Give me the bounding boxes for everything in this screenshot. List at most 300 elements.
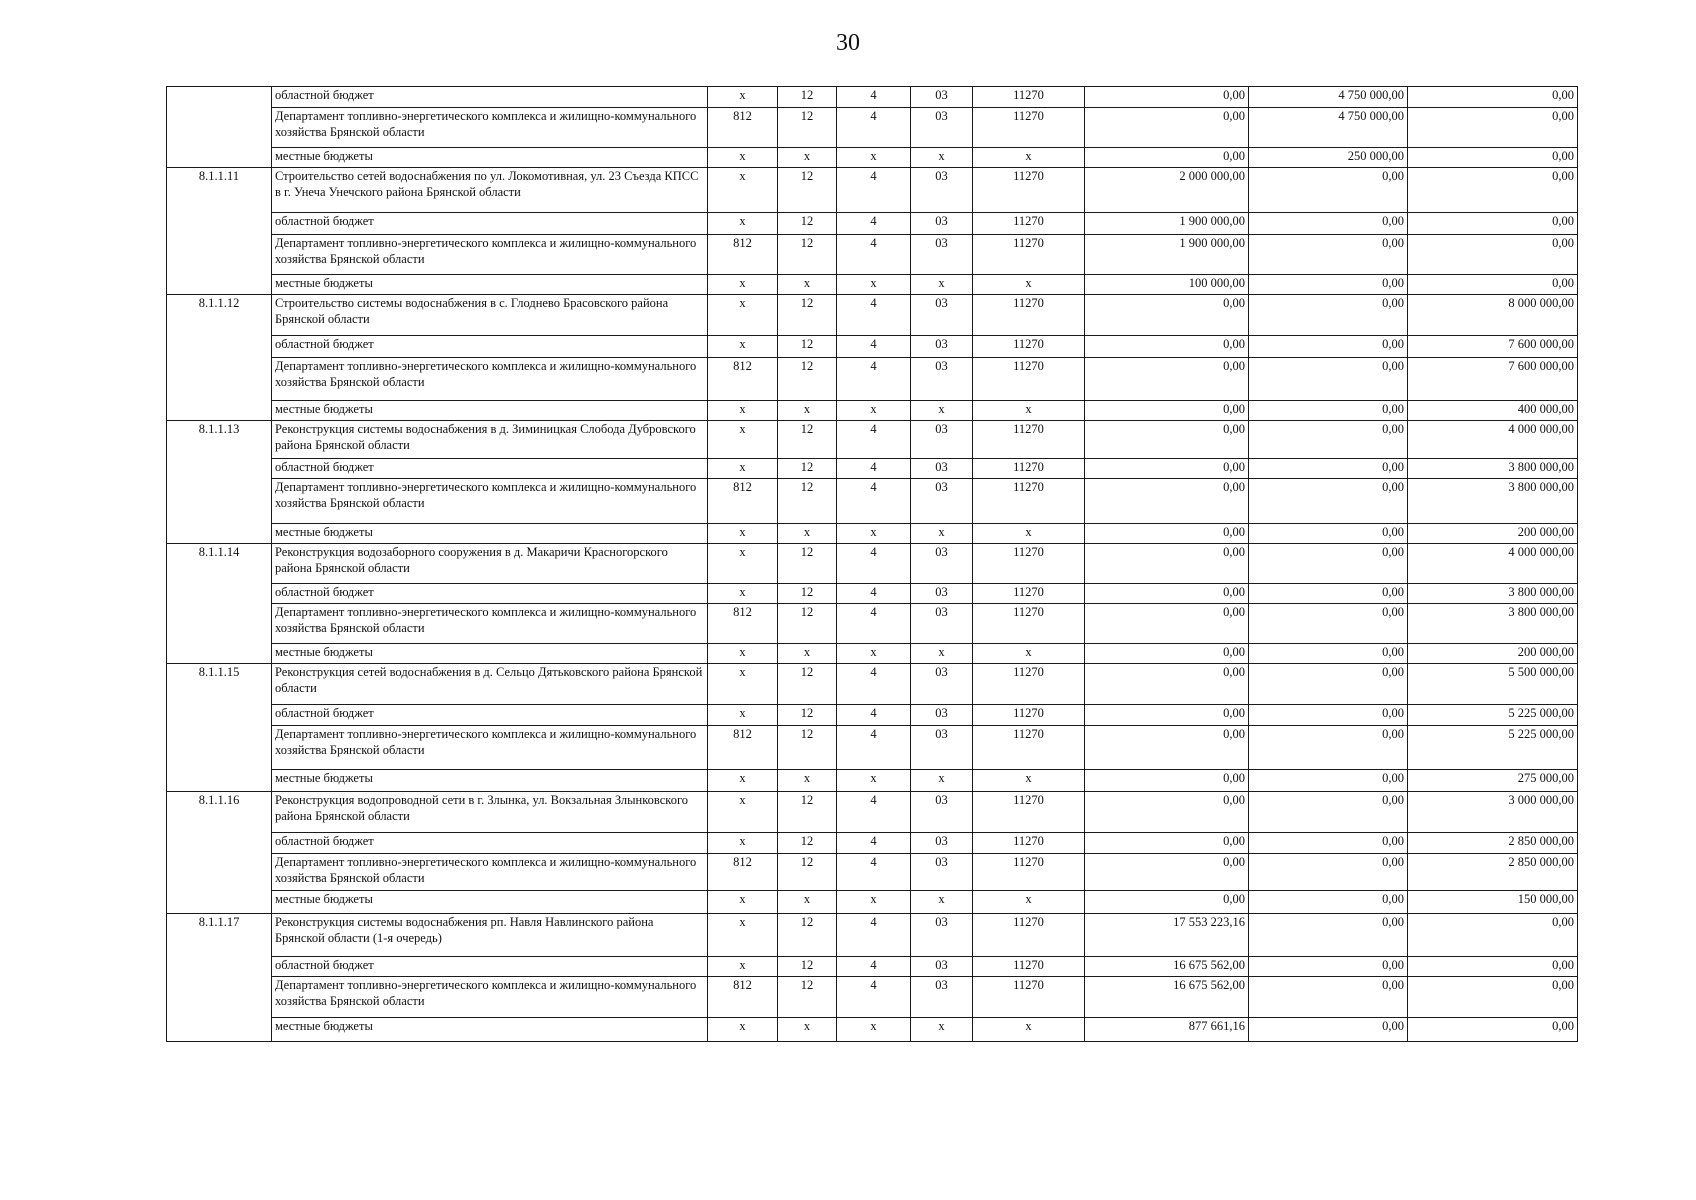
section-cell: x bbox=[778, 148, 837, 168]
amount-year-1: 0,00 bbox=[1085, 664, 1249, 705]
measure-code: 8.1.1.17 bbox=[167, 914, 272, 1042]
target-item-cell: 03 bbox=[911, 792, 973, 833]
gov-code-cell: x bbox=[708, 524, 778, 544]
target-code-cell: 11270 bbox=[973, 108, 1085, 148]
measure-name: Департамент топливно-энергетического комплекса и жилищно-коммунального хозяйства Брянской области bbox=[272, 604, 708, 644]
measure-name: Реконструкция водопроводной сети в г. Злынка, ул. Вокзальная Злынковского района Брянской области bbox=[272, 792, 708, 833]
amount-year-2: 0,00 bbox=[1249, 295, 1408, 336]
amount-year-2: 0,00 bbox=[1249, 604, 1408, 644]
measure-name: областной бюджет bbox=[272, 833, 708, 854]
amount-year-2: 0,00 bbox=[1249, 421, 1408, 459]
subsection-cell: 4 bbox=[837, 544, 911, 584]
table-row bbox=[167, 168, 1578, 213]
amount-year-3: 275 000,00 bbox=[1408, 770, 1578, 792]
amount-year-1: 0,00 bbox=[1085, 544, 1249, 584]
target-item-cell: 03 bbox=[911, 914, 973, 957]
measure-name: областной бюджет bbox=[272, 705, 708, 726]
target-code-cell: x bbox=[973, 275, 1085, 295]
amount-year-3: 2 850 000,00 bbox=[1408, 854, 1578, 891]
amount-year-1: 0,00 bbox=[1085, 792, 1249, 833]
section-cell: 12 bbox=[778, 168, 837, 213]
amount-year-3: 7 600 000,00 bbox=[1408, 336, 1578, 358]
subsection-cell: x bbox=[837, 275, 911, 295]
amount-year-2: 0,00 bbox=[1249, 479, 1408, 524]
amount-year-1: 0,00 bbox=[1085, 459, 1249, 479]
target-code-cell: 11270 bbox=[973, 421, 1085, 459]
measure-code: 8.1.1.14 bbox=[167, 544, 272, 664]
gov-code-cell: x bbox=[708, 914, 778, 957]
target-item-cell: 03 bbox=[911, 584, 973, 604]
target-code-cell: 11270 bbox=[973, 479, 1085, 524]
measure-name: Строительство сетей водоснабжения по ул. Локомотивная, ул. 23 Съезда КПСС в г. Унеча Унечского района Брянской области bbox=[272, 168, 708, 213]
amount-year-2: 4 750 000,00 bbox=[1249, 108, 1408, 148]
amount-year-3: 3 800 000,00 bbox=[1408, 604, 1578, 644]
measure-name: местные бюджеты bbox=[272, 275, 708, 295]
target-item-cell: 03 bbox=[911, 108, 973, 148]
table-row bbox=[167, 914, 1578, 957]
measure-name: местные бюджеты bbox=[272, 891, 708, 914]
subsection-cell: 4 bbox=[837, 295, 911, 336]
amount-year-3: 200 000,00 bbox=[1408, 524, 1578, 544]
target-code-cell: 11270 bbox=[973, 705, 1085, 726]
subsection-cell: 4 bbox=[837, 235, 911, 275]
target-code-cell: 11270 bbox=[973, 213, 1085, 235]
gov-code-cell: 812 bbox=[708, 604, 778, 644]
table-row bbox=[167, 213, 1578, 235]
subsection-cell: 4 bbox=[837, 664, 911, 705]
amount-year-2: 0,00 bbox=[1249, 833, 1408, 854]
section-cell: 12 bbox=[778, 213, 837, 235]
subsection-cell: 4 bbox=[837, 421, 911, 459]
subsection-cell: 4 bbox=[837, 358, 911, 401]
section-cell: 12 bbox=[778, 295, 837, 336]
target-item-cell: 03 bbox=[911, 977, 973, 1018]
subsection-cell: 4 bbox=[837, 792, 911, 833]
amount-year-3: 5 225 000,00 bbox=[1408, 705, 1578, 726]
section-cell: 12 bbox=[778, 108, 837, 148]
amount-year-1: 0,00 bbox=[1085, 770, 1249, 792]
measure-name: местные бюджеты bbox=[272, 1018, 708, 1042]
amount-year-3: 0,00 bbox=[1408, 168, 1578, 213]
target-item-cell: 03 bbox=[911, 358, 973, 401]
amount-year-1: 16 675 562,00 bbox=[1085, 977, 1249, 1018]
amount-year-1: 0,00 bbox=[1085, 644, 1249, 664]
amount-year-3: 8 000 000,00 bbox=[1408, 295, 1578, 336]
amount-year-1: 877 661,16 bbox=[1085, 1018, 1249, 1042]
amount-year-2: 0,00 bbox=[1249, 1018, 1408, 1042]
amount-year-1: 0,00 bbox=[1085, 524, 1249, 544]
amount-year-1: 17 553 223,16 bbox=[1085, 914, 1249, 957]
table-row bbox=[167, 604, 1578, 644]
amount-year-1: 0,00 bbox=[1085, 726, 1249, 770]
table-row bbox=[167, 891, 1578, 914]
section-cell: 12 bbox=[778, 336, 837, 358]
amount-year-3: 0,00 bbox=[1408, 87, 1578, 108]
target-item-cell: 03 bbox=[911, 833, 973, 854]
amount-year-2: 0,00 bbox=[1249, 770, 1408, 792]
target-item-cell: x bbox=[911, 148, 973, 168]
measure-name: областной бюджет bbox=[272, 336, 708, 358]
section-cell: 12 bbox=[778, 914, 837, 957]
target-item-cell: 03 bbox=[911, 854, 973, 891]
amount-year-3: 4 000 000,00 bbox=[1408, 544, 1578, 584]
amount-year-1: 0,00 bbox=[1085, 108, 1249, 148]
section-cell: x bbox=[778, 1018, 837, 1042]
amount-year-1: 0,00 bbox=[1085, 358, 1249, 401]
table-row bbox=[167, 108, 1578, 148]
gov-code-cell: 812 bbox=[708, 854, 778, 891]
target-code-cell: 11270 bbox=[973, 168, 1085, 213]
amount-year-3: 3 800 000,00 bbox=[1408, 479, 1578, 524]
measure-name: Реконструкция системы водоснабжения рп. Навля Навлинского района Брянской области (1-я очередь) bbox=[272, 914, 708, 957]
amount-year-3: 0,00 bbox=[1408, 148, 1578, 168]
amount-year-1: 0,00 bbox=[1085, 891, 1249, 914]
subsection-cell: x bbox=[837, 401, 911, 421]
target-code-cell: x bbox=[973, 148, 1085, 168]
amount-year-2: 0,00 bbox=[1249, 914, 1408, 957]
measure-code: 8.1.1.12 bbox=[167, 295, 272, 421]
subsection-cell: x bbox=[837, 644, 911, 664]
amount-year-3: 0,00 bbox=[1408, 275, 1578, 295]
amount-year-1: 0,00 bbox=[1085, 584, 1249, 604]
amount-year-2: 0,00 bbox=[1249, 726, 1408, 770]
section-cell: 12 bbox=[778, 854, 837, 891]
gov-code-cell: 812 bbox=[708, 977, 778, 1018]
gov-code-cell: x bbox=[708, 792, 778, 833]
table-row bbox=[167, 544, 1578, 584]
target-code-cell: x bbox=[973, 1018, 1085, 1042]
amount-year-1: 0,00 bbox=[1085, 479, 1249, 524]
amount-year-3: 0,00 bbox=[1408, 957, 1578, 977]
target-code-cell: 11270 bbox=[973, 336, 1085, 358]
amount-year-3: 2 850 000,00 bbox=[1408, 833, 1578, 854]
table-row bbox=[167, 977, 1578, 1018]
subsection-cell: 4 bbox=[837, 87, 911, 108]
table-row bbox=[167, 401, 1578, 421]
section-cell: 12 bbox=[778, 235, 837, 275]
target-code-cell: x bbox=[973, 770, 1085, 792]
table-row bbox=[167, 87, 1578, 108]
target-item-cell: 03 bbox=[911, 479, 973, 524]
gov-code-cell: 812 bbox=[708, 358, 778, 401]
table-row bbox=[167, 664, 1578, 705]
section-cell: 12 bbox=[778, 421, 837, 459]
table-row bbox=[167, 295, 1578, 336]
measure-name: Строительство системы водоснабжения в с. Глоднево Брасовского района Брянской области bbox=[272, 295, 708, 336]
target-code-cell: x bbox=[973, 524, 1085, 544]
target-item-cell: x bbox=[911, 275, 973, 295]
amount-year-1: 0,00 bbox=[1085, 87, 1249, 108]
table-row bbox=[167, 1018, 1578, 1042]
gov-code-cell: x bbox=[708, 544, 778, 584]
subsection-cell: 4 bbox=[837, 833, 911, 854]
gov-code-cell: x bbox=[708, 1018, 778, 1042]
subsection-cell: 4 bbox=[837, 479, 911, 524]
measure-name: областной бюджет bbox=[272, 459, 708, 479]
measure-name: Реконструкция сетей водоснабжения в д. Сельцо Дятьковского района Брянской области bbox=[272, 664, 708, 705]
subsection-cell: 4 bbox=[837, 168, 911, 213]
measure-name: Департамент топливно-энергетического комплекса и жилищно-коммунального хозяйства Брянской области bbox=[272, 235, 708, 275]
measure-code: 8.1.1.16 bbox=[167, 792, 272, 914]
table-row bbox=[167, 792, 1578, 833]
gov-code-cell: x bbox=[708, 664, 778, 705]
gov-code-cell: x bbox=[708, 459, 778, 479]
section-cell: x bbox=[778, 891, 837, 914]
section-cell: x bbox=[778, 275, 837, 295]
measure-name: местные бюджеты bbox=[272, 148, 708, 168]
amount-year-1: 0,00 bbox=[1085, 336, 1249, 358]
target-item-cell: 03 bbox=[911, 235, 973, 275]
table-row bbox=[167, 336, 1578, 358]
table-row bbox=[167, 235, 1578, 275]
target-code-cell: 11270 bbox=[973, 792, 1085, 833]
target-item-cell: 03 bbox=[911, 604, 973, 644]
target-code-cell: 11270 bbox=[973, 87, 1085, 108]
amount-year-1: 0,00 bbox=[1085, 604, 1249, 644]
subsection-cell: x bbox=[837, 770, 911, 792]
section-cell: 12 bbox=[778, 604, 837, 644]
target-item-cell: x bbox=[911, 891, 973, 914]
section-cell: 12 bbox=[778, 479, 837, 524]
target-item-cell: 03 bbox=[911, 705, 973, 726]
target-code-cell: 11270 bbox=[973, 295, 1085, 336]
target-code-cell: 11270 bbox=[973, 235, 1085, 275]
table-row bbox=[167, 854, 1578, 891]
amount-year-1: 2 000 000,00 bbox=[1085, 168, 1249, 213]
amount-year-1: 0,00 bbox=[1085, 295, 1249, 336]
measure-code: 8.1.1.15 bbox=[167, 664, 272, 792]
target-item-cell: x bbox=[911, 524, 973, 544]
table-row bbox=[167, 358, 1578, 401]
measure-name: Департамент топливно-энергетического комплекса и жилищно-коммунального хозяйства Брянской области bbox=[272, 479, 708, 524]
amount-year-1: 16 675 562,00 bbox=[1085, 957, 1249, 977]
table-row bbox=[167, 479, 1578, 524]
subsection-cell: 4 bbox=[837, 604, 911, 644]
amount-year-2: 0,00 bbox=[1249, 644, 1408, 664]
target-item-cell: 03 bbox=[911, 726, 973, 770]
gov-code-cell: x bbox=[708, 957, 778, 977]
budget-table-body bbox=[167, 87, 1578, 1042]
table-row bbox=[167, 275, 1578, 295]
amount-year-2: 0,00 bbox=[1249, 168, 1408, 213]
amount-year-2: 0,00 bbox=[1249, 705, 1408, 726]
amount-year-2: 4 750 000,00 bbox=[1249, 87, 1408, 108]
subsection-cell: 4 bbox=[837, 108, 911, 148]
subsection-cell: x bbox=[837, 1018, 911, 1042]
target-code-cell: x bbox=[973, 891, 1085, 914]
subsection-cell: x bbox=[837, 524, 911, 544]
table-row bbox=[167, 770, 1578, 792]
target-item-cell: x bbox=[911, 1018, 973, 1042]
target-item-cell: x bbox=[911, 770, 973, 792]
target-item-cell: 03 bbox=[911, 421, 973, 459]
gov-code-cell: x bbox=[708, 705, 778, 726]
amount-year-2: 0,00 bbox=[1249, 401, 1408, 421]
gov-code-cell: 812 bbox=[708, 479, 778, 524]
section-cell: x bbox=[778, 401, 837, 421]
amount-year-1: 1 900 000,00 bbox=[1085, 235, 1249, 275]
gov-code-cell: 812 bbox=[708, 726, 778, 770]
table-row bbox=[167, 957, 1578, 977]
page-number: 30 bbox=[836, 30, 860, 56]
measure-name: Департамент топливно-энергетического комплекса и жилищно-коммунального хозяйства Брянской области bbox=[272, 108, 708, 148]
target-code-cell: 11270 bbox=[973, 957, 1085, 977]
amount-year-3: 3 800 000,00 bbox=[1408, 459, 1578, 479]
target-code-cell: 11270 bbox=[973, 604, 1085, 644]
section-cell: 12 bbox=[778, 977, 837, 1018]
amount-year-1: 0,00 bbox=[1085, 148, 1249, 168]
subsection-cell: 4 bbox=[837, 584, 911, 604]
target-item-cell: 03 bbox=[911, 336, 973, 358]
table-row bbox=[167, 421, 1578, 459]
table-row bbox=[167, 584, 1578, 604]
amount-year-3: 400 000,00 bbox=[1408, 401, 1578, 421]
section-cell: 12 bbox=[778, 87, 837, 108]
amount-year-2: 0,00 bbox=[1249, 544, 1408, 584]
amount-year-2: 0,00 bbox=[1249, 854, 1408, 891]
amount-year-1: 1 900 000,00 bbox=[1085, 213, 1249, 235]
amount-year-3: 200 000,00 bbox=[1408, 644, 1578, 664]
section-cell: x bbox=[778, 770, 837, 792]
amount-year-2: 0,00 bbox=[1249, 664, 1408, 705]
subsection-cell: 4 bbox=[837, 213, 911, 235]
gov-code-cell: x bbox=[708, 275, 778, 295]
target-item-cell: 03 bbox=[911, 957, 973, 977]
subsection-cell: 4 bbox=[837, 726, 911, 770]
measure-name: Департамент топливно-энергетического комплекса и жилищно-коммунального хозяйства Брянской области bbox=[272, 977, 708, 1018]
measure-name: областной бюджет bbox=[272, 213, 708, 235]
subsection-cell: x bbox=[837, 891, 911, 914]
target-code-cell: 11270 bbox=[973, 544, 1085, 584]
gov-code-cell: x bbox=[708, 336, 778, 358]
target-code-cell: 11270 bbox=[973, 584, 1085, 604]
amount-year-1: 0,00 bbox=[1085, 854, 1249, 891]
target-item-cell: 03 bbox=[911, 459, 973, 479]
target-code-cell: 11270 bbox=[973, 664, 1085, 705]
measure-code: 8.1.1.11 bbox=[167, 168, 272, 295]
table-row bbox=[167, 833, 1578, 854]
gov-code-cell: x bbox=[708, 401, 778, 421]
amount-year-2: 0,00 bbox=[1249, 891, 1408, 914]
amount-year-3: 0,00 bbox=[1408, 1018, 1578, 1042]
measure-name: областной бюджет bbox=[272, 957, 708, 977]
amount-year-2: 0,00 bbox=[1249, 213, 1408, 235]
gov-code-cell: x bbox=[708, 644, 778, 664]
target-item-cell: 03 bbox=[911, 664, 973, 705]
gov-code-cell: 812 bbox=[708, 108, 778, 148]
amount-year-1: 0,00 bbox=[1085, 401, 1249, 421]
subsection-cell: 4 bbox=[837, 854, 911, 891]
section-cell: x bbox=[778, 524, 837, 544]
table-row bbox=[167, 705, 1578, 726]
amount-year-3: 5 500 000,00 bbox=[1408, 664, 1578, 705]
amount-year-2: 0,00 bbox=[1249, 584, 1408, 604]
subsection-cell: 4 bbox=[837, 914, 911, 957]
measure-name: областной бюджет bbox=[272, 87, 708, 108]
section-cell: 12 bbox=[778, 544, 837, 584]
measure-name: местные бюджеты bbox=[272, 770, 708, 792]
amount-year-3: 0,00 bbox=[1408, 213, 1578, 235]
gov-code-cell: x bbox=[708, 168, 778, 213]
measure-name: местные бюджеты bbox=[272, 401, 708, 421]
amount-year-2: 250 000,00 bbox=[1249, 148, 1408, 168]
measure-name: Реконструкция водозаборного сооружения в д. Макаричи Красногорского района Брянской области bbox=[272, 544, 708, 584]
amount-year-2: 0,00 bbox=[1249, 977, 1408, 1018]
gov-code-cell: x bbox=[708, 421, 778, 459]
subsection-cell: 4 bbox=[837, 705, 911, 726]
section-cell: 12 bbox=[778, 358, 837, 401]
target-item-cell: x bbox=[911, 401, 973, 421]
section-cell: 12 bbox=[778, 459, 837, 479]
section-cell: 12 bbox=[778, 584, 837, 604]
budget-table bbox=[166, 86, 1578, 1042]
table-row bbox=[167, 148, 1578, 168]
target-item-cell: 03 bbox=[911, 87, 973, 108]
target-item-cell: 03 bbox=[911, 213, 973, 235]
section-cell: 12 bbox=[778, 726, 837, 770]
amount-year-3: 0,00 bbox=[1408, 235, 1578, 275]
target-code-cell: x bbox=[973, 644, 1085, 664]
amount-year-3: 3 800 000,00 bbox=[1408, 584, 1578, 604]
amount-year-3: 3 000 000,00 bbox=[1408, 792, 1578, 833]
table-row bbox=[167, 524, 1578, 544]
measure-name: Реконструкция системы водоснабжения в д. Зиминицкая Слобода Дубровского района Брянской области bbox=[272, 421, 708, 459]
gov-code-cell: x bbox=[708, 295, 778, 336]
section-cell: 12 bbox=[778, 705, 837, 726]
amount-year-3: 150 000,00 bbox=[1408, 891, 1578, 914]
subsection-cell: 4 bbox=[837, 957, 911, 977]
target-code-cell: 11270 bbox=[973, 914, 1085, 957]
gov-code-cell: x bbox=[708, 833, 778, 854]
subsection-cell: x bbox=[837, 148, 911, 168]
table-row bbox=[167, 459, 1578, 479]
gov-code-cell: x bbox=[708, 87, 778, 108]
table-row bbox=[167, 726, 1578, 770]
gov-code-cell: x bbox=[708, 891, 778, 914]
subsection-cell: 4 bbox=[837, 977, 911, 1018]
section-cell: 12 bbox=[778, 664, 837, 705]
target-code-cell: 11270 bbox=[973, 977, 1085, 1018]
target-item-cell: 03 bbox=[911, 295, 973, 336]
gov-code-cell: 812 bbox=[708, 235, 778, 275]
target-code-cell: 11270 bbox=[973, 854, 1085, 891]
target-code-cell: 11270 bbox=[973, 833, 1085, 854]
measure-name: Департамент топливно-энергетического комплекса и жилищно-коммунального хозяйства Брянской области bbox=[272, 854, 708, 891]
amount-year-1: 100 000,00 bbox=[1085, 275, 1249, 295]
measure-name: местные бюджеты bbox=[272, 524, 708, 544]
amount-year-1: 0,00 bbox=[1085, 705, 1249, 726]
gov-code-cell: x bbox=[708, 213, 778, 235]
target-item-cell: 03 bbox=[911, 168, 973, 213]
subsection-cell: 4 bbox=[837, 459, 911, 479]
section-cell: 12 bbox=[778, 957, 837, 977]
table-row bbox=[167, 644, 1578, 664]
measure-code: 8.1.1.13 bbox=[167, 421, 272, 544]
section-cell: 12 bbox=[778, 792, 837, 833]
amount-year-2: 0,00 bbox=[1249, 275, 1408, 295]
target-code-cell: x bbox=[973, 401, 1085, 421]
amount-year-2: 0,00 bbox=[1249, 792, 1408, 833]
target-code-cell: 11270 bbox=[973, 459, 1085, 479]
measure-name: областной бюджет bbox=[272, 584, 708, 604]
target-item-cell: x bbox=[911, 644, 973, 664]
target-code-cell: 11270 bbox=[973, 726, 1085, 770]
target-code-cell: 11270 bbox=[973, 358, 1085, 401]
gov-code-cell: x bbox=[708, 584, 778, 604]
section-cell: 12 bbox=[778, 833, 837, 854]
measure-name: местные бюджеты bbox=[272, 644, 708, 664]
target-item-cell: 03 bbox=[911, 544, 973, 584]
